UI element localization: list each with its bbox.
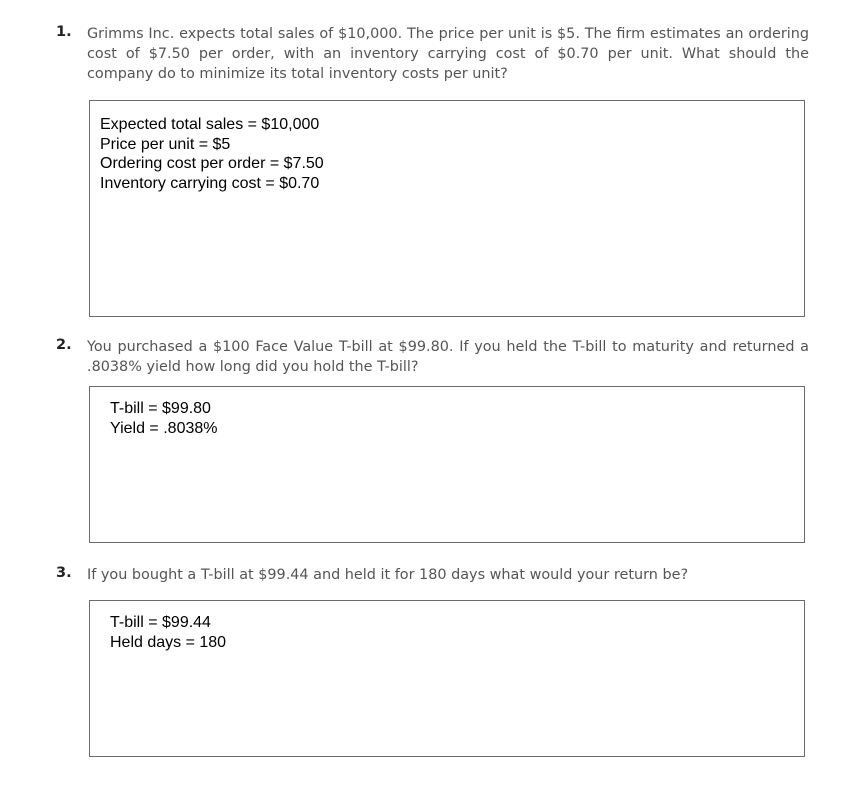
answer-text	[110, 613, 226, 652]
answer-box-1[interactable]	[89, 100, 805, 317]
answer-box-3[interactable]	[89, 600, 805, 757]
answer-line: Held days = 180	[110, 633, 227, 651]
answer-line: Ordering cost per order = $7.50	[100, 155, 324, 172]
answer-text	[110, 399, 217, 438]
answer-text	[100, 115, 324, 193]
question-number: 2.	[56, 337, 72, 353]
question-number: 3.	[56, 565, 72, 581]
question-number: 1.	[56, 24, 72, 40]
answer-line: Yield = .8038%	[110, 419, 218, 437]
answer-line: Inventory carrying cost = $0.70	[100, 174, 320, 192]
answer-line: Price per unit = $5	[100, 135, 231, 153]
question-text: You purchased a $100 Face Value T-bill at $99.80. If you held the T-bill to maturity and returned a .8038% yield how long did you hold the T-bill?	[87, 339, 809, 375]
question-text: If you bought a T-bill at $99.44 and held it for 180 days what would your return be?	[87, 567, 689, 583]
answer-line: Expected total sales = $10,000	[100, 116, 320, 133]
answer-box-2[interactable]	[89, 386, 805, 543]
question-text: Grimms Inc. expects total sales of $10,000. The price per unit is $5. The firm estimates an ordering cost of $7.50 per order, with an inventory carrying cost of $0.70 per unit. What should the company do to minimize its total inventory costs per unit?	[87, 26, 809, 82]
answer-line: T-bill = $99.80	[110, 400, 211, 417]
answer-line: T-bill = $99.44	[110, 614, 211, 631]
